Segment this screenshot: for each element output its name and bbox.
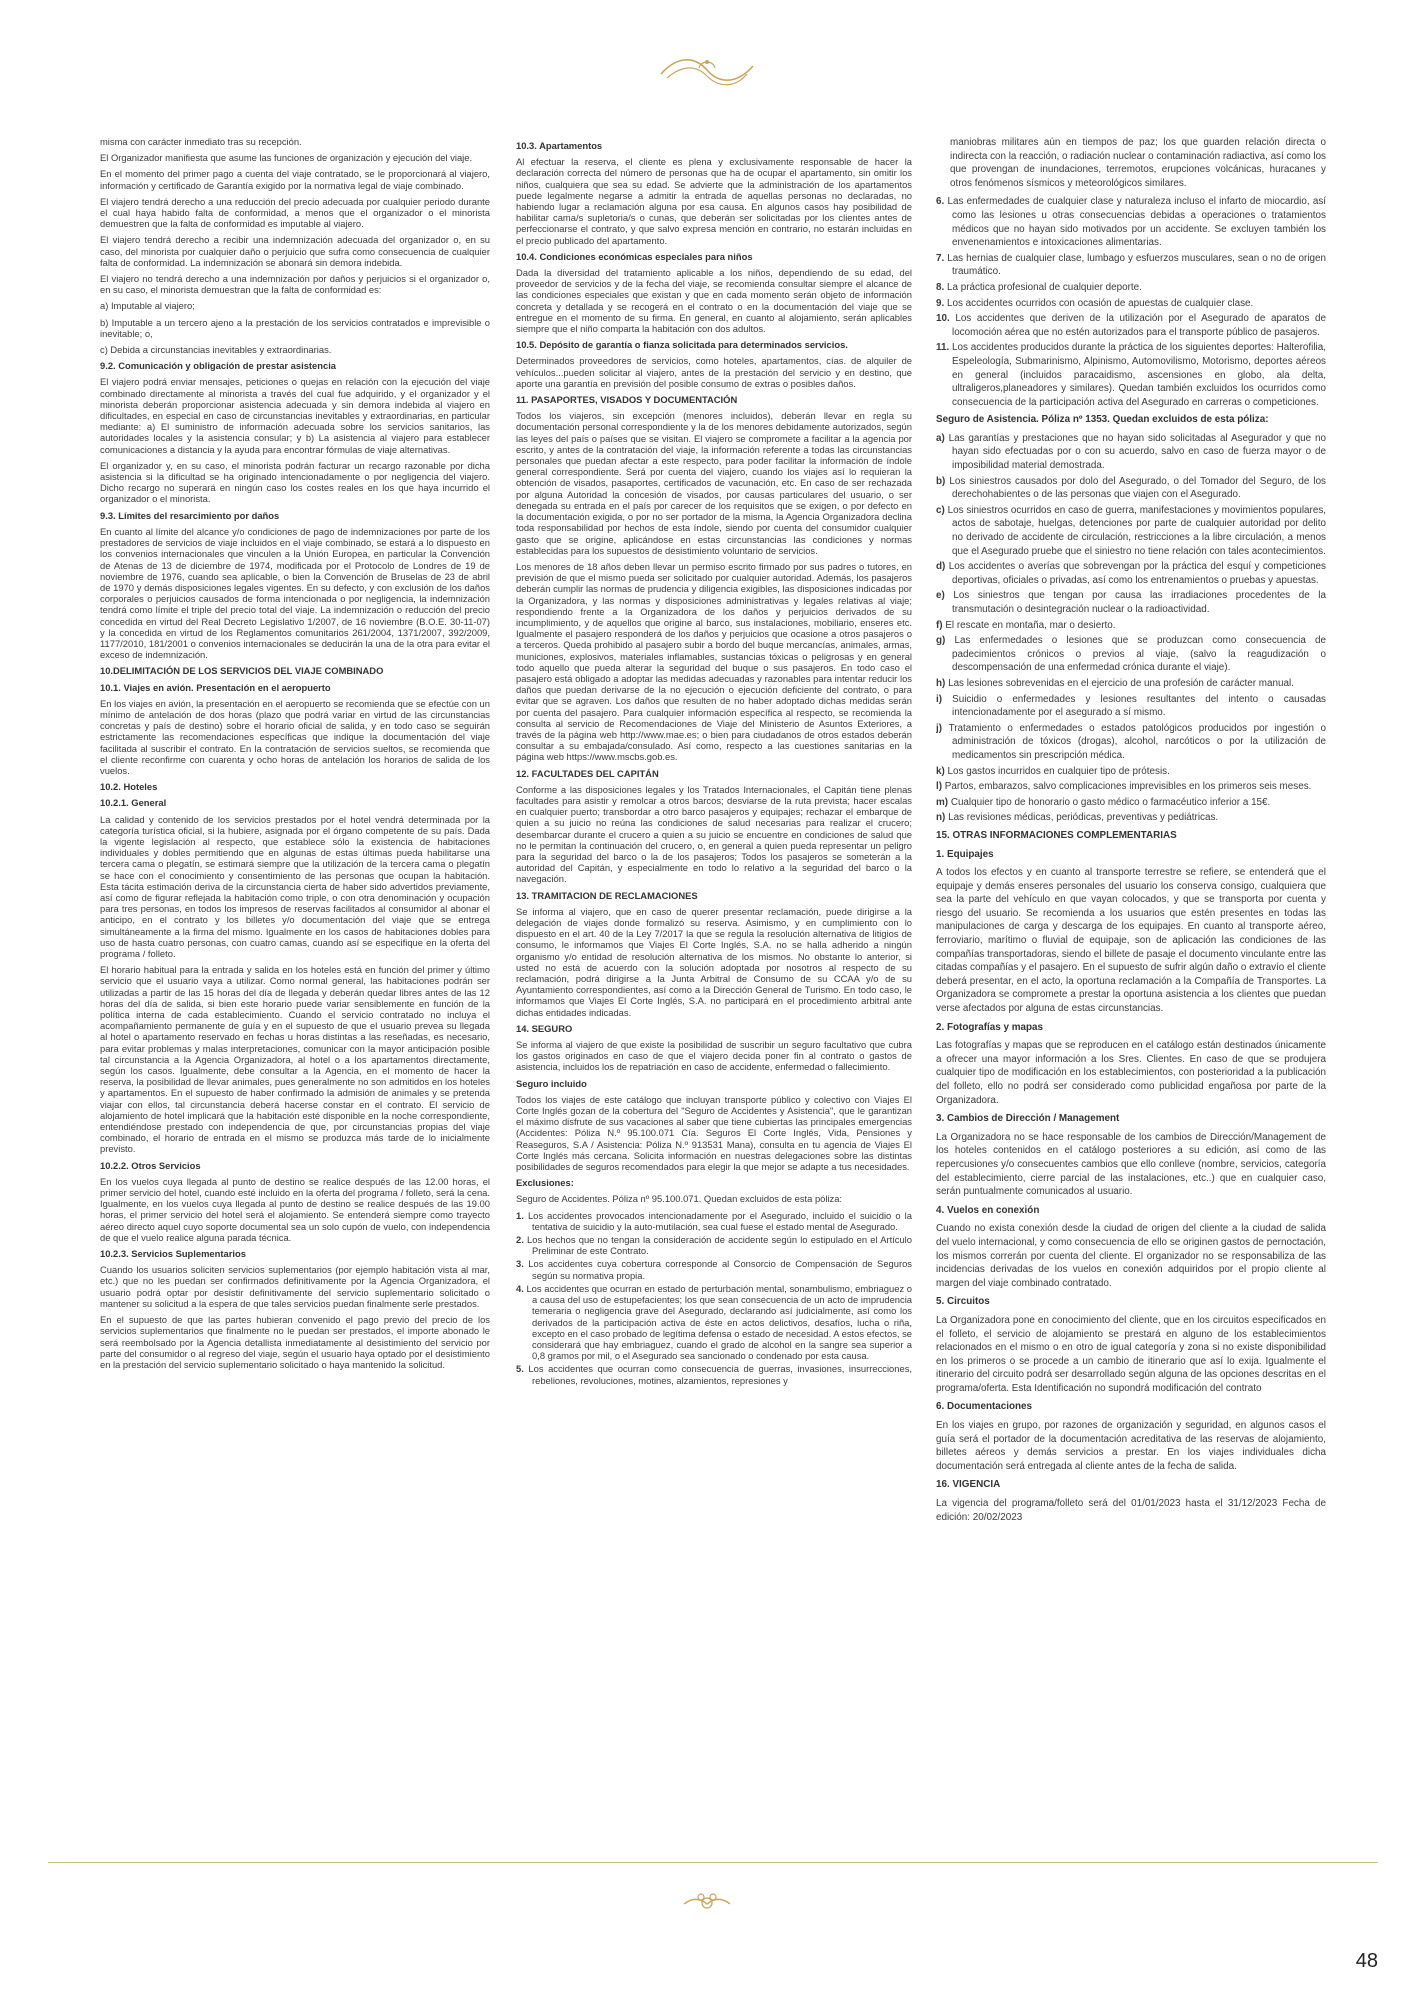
- list-item-text: Los accidentes que ocurran como consecuencia de guerras, invasiones, insurrecciones, rebeliones, revoluciones, motines, alzamientos, represiones y: [528, 1363, 912, 1386]
- section-heading: 15. OTRAS INFORMACIONES COMPLEMENTARIAS: [936, 829, 1177, 841]
- paragraph: Dada la diversidad del tratamiento aplicable a los niños, dependiendo de su edad, del proveedor de servicios y de la fecha del viaje, se recomienda consultar siempre el alcance de las condiciones especiales que existan y que en cada momento serán objeto de información concreta y detallada y se recogerá en el contrato o en la documentación del viaje que se entregue en el momento de su firma. En general, en cuanto al alojamiento, serán aplicables siempre que el niño comparta la habitación con dos adultos.: [516, 267, 912, 335]
- list-item-text: El rescate en montaña, mar o desierto.: [945, 619, 1116, 631]
- list-item: [516, 1283, 912, 1361]
- ornament-flourish-icon: [657, 48, 757, 92]
- list-item-number: b): [936, 475, 950, 487]
- paragraph: Se informa al viajero de que existe la posibilidad de suscribir un seguro facultativo que cubra los gastos originados en caso de que el viajero decida poner fin al contrato o gastos de asistencia, incluidos los de repatriación en caso de accidente, enfermedad o fallecimiento.: [516, 1039, 912, 1073]
- section-heading: 3. Cambios de Dirección / Management: [936, 1113, 1120, 1125]
- paragraph: El Organizador manifiesta que asume las funciones de organización y ejecución del viaje.: [100, 152, 473, 164]
- paragraph: a) Imputable al viajero;: [100, 300, 195, 312]
- footer-rule: [48, 1862, 1378, 1863]
- list-item-text: Los siniestros ocurridos en caso de guerra, manifestaciones y movimientos populares, actos de sabotaje, huelgas, detenciones por parte de cualquier autoridad por delito no derivado de accidente de circulación, restricciones a la libre circulación, a menos que el Asegurado pruebe que el siniestro no tiene relación con tales acontecimientos.: [947, 504, 1326, 557]
- list-item-text: Las enfermedades o lesiones que se produzcan como consecuencia de padecimientos crónicos o previos al viaje, (salvo la reagudización o descompensación de una enfermedad crónica durante el viaje).: [952, 635, 1326, 674]
- list-item: [516, 1210, 912, 1232]
- paragraph: c) Debida a circunstancias inevitables y extraordinarias.: [100, 344, 332, 356]
- paragraph: Los menores de 18 años deben llevar un permiso escrito firmado por sus padres o tutores, en previsión de que el mismo pueda ser solicitado por cualquier autoridad. Además, los pasajeros deberán cumplir las normas de prudencia y diligencia exigibles, las disposiciones indicadas por la Organizadora, y las normas y disposiciones administrativas y legales relativas al viaje; respondiendo frente a la Organizadora de los daños y perjuicios derivados de su incumplimiento, y de aquellos que origine al barco, sus instalaciones, mobiliario, enseres etc. Igualmente el pasajero responderá de los daños y perjuicios que ocasione a otros pasajeros o a terceros. Queda prohibido al pasajero subir a bordo del buque mercancías, animales, armas, municiones, explosivos, materiales inflamables, sustancias tóxicas o peligrosas y en general todo aquello que pueda alterar la seguridad del buque o sus pasajeros. En todo caso el pasajero está obligado a adoptar las medidas adecuadas y razonables para intentar reducir los daños que puedan derivarse de la no ejecución o ejecución deficiente del contrato, o para evitar que se agraven. Los daños que resulten de no haber adoptado dichas medidas serán por cuenta del pasajero. Para cualquier información específica al respecto, se recomienda la consulta al servicio de Recomendaciones de Viaje del Ministerio de Asuntos Exteriores, a través de la página web http://www.mae.es; o bien para ciudadanos de otros estados deberán consultar a su embajada/consulado. Así como, respecto a las cuestiones sanitarias en la página web https://www.mscbs.gob.es.: [516, 560, 912, 763]
- section-heading: 14. SEGURO: [516, 1022, 573, 1034]
- list-item-number: m): [936, 796, 951, 808]
- section-heading: 4. Vuelos en conexión: [936, 1204, 1040, 1216]
- terms-columns: [0, 136, 1414, 1856]
- paragraph: Se informa al viajero, que en caso de querer presentar reclamación, puede dirigirse a la delegación de viajes donde formalizó su reserva. Asimismo, y en cumplimiento con lo dispuesto en el art. 40 de la Ley 7/2017 la que se regula la resolución alternativa de litigios de consumo, le informamos que Viajes El Corte Inglés, S.A. no se halla adherido a ningún organismo y/o entidad de resolución alternativa de los mismos. No obstante lo anterior, si usted no está de acuerdo con la solución adoptada por nosotros al respecto de su reclamación, podrá dirigirse a la Junta Arbitral de Consumo de su CCAA y/o de su Ayuntamiento correspondientes, así como a la Dirección General de Turismo. En todo caso, le informamos que Viajes El Corte Inglés, S.A. no participará en el procedimiento arbitral ante dichas entidades indicadas.: [516, 905, 912, 1018]
- list-item: [936, 677, 1326, 691]
- paragraph: misma con carácter inmediato tras su recepción.: [100, 136, 302, 147]
- paragraph: La vigencia del programa/folleto será del 01/01/2023 hasta el 31/12/2023 Fecha de edición: 20/02/2023: [936, 1498, 1326, 1523]
- paragraph: En el supuesto de que las partes hubieran convenido el pago previo del precio de los servicios suplementarios que finalmente no le puedan ser prestados, el importe abonado le será reembolsado por la Agencia detallista inmediatamente al desistimiento del servicio por parte del consumidor o al regreso del viaje, según el usuario haya optado por el desistimiento en la prestación del servicio suplementario solicitado o haya mantenido la solicitud.: [100, 1314, 490, 1370]
- column-middle: [516, 136, 912, 1856]
- section-heading: 10.DELIMITACIÓN DE LOS SERVICIOS DEL VIAJE COMBINADO: [100, 665, 384, 677]
- list-item-text: Suicidio o enfermedades y lesiones resultantes del intento o causadas intencionadamente por el asegurado a sí mismo.: [952, 693, 1326, 719]
- section-heading: 6. Documentaciones: [936, 1401, 1033, 1413]
- list-item-text: Los accidentes provocados intencionadamente por el Asegurado, incluido el suicidio o la tentativa de suicidio y la auto-mutilación, sea cual fuese el estado mental de Asegurado.: [527, 1209, 912, 1232]
- paragraph: En los viajes en grupo, por razones de organización y seguridad, en algunos casos el guía será el portador de la documentación acreditativa de las reservas de alojamiento, billetes aéreos y demás servicios a prestar. En los viajes individuales dicha documentación será entregada al cliente antes de la fecha de salida.: [936, 1420, 1326, 1472]
- section-heading: 10.4. Condiciones económicas especiales para niños: [516, 250, 753, 262]
- paragraph: Las fotografías y mapas que se reproducen en el catálogo están destinados únicamente a ofrecer una mayor información a los Sres. Clientes. En caso de que se produjera cualquier tipo de modificación en los establecimientos, con posterioridad a la publicación del folleto, ello no podrá ser considerado como publicidad engañosa por parte de la Organizadora.: [936, 1040, 1326, 1106]
- section-heading: 10.2.3. Servicios Suplementarios: [100, 1248, 246, 1260]
- paragraph: En cuanto al límite del alcance y/o condiciones de pago de indemnizaciones por parte de los prestadores de servicios de viaje incluidos en el viaje combinado, se estará a lo dispuesto en los convenios internacionales que vinculen a la Unión Europea, en particular la Convención de Atenas de 13 de diciembre de 1974, modificada por el Protocolo de Londres de 19 de noviembre de 1976, cuando sea aplicable, o bien la Convención de Bruselas de 23 de abril de 1970 y demás disposiciones legales vigentes. En su defecto, y con exclusión de los daños corporales o perjuicios causados de forma intencionada o por negligencia, la indemnización tendrá como límite el triple del precio total del viaje. La indemnización o reducción del precio concedida en virtud del Real Decreto Legislativo 1/2007, de 16 noviembre (B.O.E. 30-11-07) y la concedida en virtud de los Reglamentos comunitarios 261/2004, 1371/2007, 392/2009, 1177/2010, 181/2001 o convenios internacionales se deducirán la una de la otra para evitar el exceso de indemnización.: [100, 525, 490, 661]
- paragraph: El viajero podrá enviar mensajes, peticiones o quejas en relación con la ejecución del viaje combinado directamente al minorista a través del cual fue adquirido, y el organizador y el minorista deberán proporcionar asistencia adecuada y sin demora indebida al viajero en dificultades, en especial en caso de circunstancias inevitables y extraordinarias, en particular mediante: a) El suministro de información adecuada sobre los servicios sanitarios, las autoridades locales y la asistencia consular; y b) La asistencia al viajero para establecer comunicaciones a distancia y la ayuda para encontrar fórmulas de viaje alternativas.: [100, 376, 490, 455]
- paragraph: Todos los viajes de este catálogo que incluyan transporte público y colectivo con Viajes El Corte Inglés gozan de la cobertura del "Seguro de Accidentes y Asistencia", que le garantizan el máximo disfrute de sus vacaciones al saber que tiene cubiertas las principales emergencias (Accidentes: Póliza N.º 95.100.071 Cía. Seguros El Corte Inglés, Vida, Pensiones y Reaseguros, S.A / Asistencia: Póliza N.º 913531 Mana), consulta en tu agencia de Viajes El Corte Inglés más cercana. Solicita información en nuestras delegaciones sobre las distintas posibilidades de seguros recomendados para elegir la que mejor se adapte a tus necesidades.: [516, 1093, 912, 1173]
- list-item-text: Los gastos incurridos en cualquier tipo de prótesis.: [947, 765, 1170, 777]
- section-heading: 13. TRAMITACION DE RECLAMACIONES: [516, 889, 698, 901]
- list-item: [936, 341, 1326, 409]
- section-heading: 10.1. Viajes en avión. Presentación en el aeropuerto: [100, 681, 331, 693]
- list-item-text: Las hernias de cualquier clase, lumbago y esfuerzos musculares, sean o no de origen traumático.: [947, 252, 1326, 278]
- list-item-text: Los hechos que no tengan la consideración de accidente según lo estipulado en el Artículo Preliminar de este Contrato.: [527, 1234, 912, 1257]
- column-left: [100, 136, 490, 1856]
- list-item: [936, 765, 1326, 779]
- paragraph: Seguro de Accidentes. Póliza nº 95.100.071. Quedan excluidos de esta póliza:: [516, 1193, 843, 1205]
- list-item: [936, 252, 1326, 279]
- list-item: [936, 560, 1326, 587]
- section-heading: 10.2.1. General: [100, 797, 167, 809]
- list-item-text: Los siniestros que tengan por causa las irradiaciones procedentes de la transmutación o desintegración nuclear o la radioactividad.: [952, 590, 1326, 615]
- list-item: [936, 693, 1326, 720]
- paragraph: En los viajes en avión, la presentación en el aeropuerto se recomienda que se efectúe con un mínimo de antelación de dos horas (plazo que podrá variar en virtud de las circunstancias concretas y país de destino) sobre el horario oficial de salida, y en todo caso se seguirán estrictamente las recomendaciones específicas que indique la documentación del viaje facilitada al suscribir el contrato. En la contratación de servicios sueltos, se recomienda que el cliente reconfirme con cuarenta y ocho horas de antelación los horarios de salida de los vuelos.: [100, 697, 490, 776]
- paragraph: Todos los viajeros, sin excepción (menores incluidos), deberán llevar en regla su documentación personal correspondiente y la de los menores debidamente autorizados, según las leyes del país o países que se visitan. El viajero se compromete a facilitar a la agencia por escrito, y antes de la contratación del viaje, la información referente a todas las circunstancias personales que puedan afectar a este respecto, para poder facilitar la información de índole general correspondiente. Será por cuenta del viajero, cuando los viajes así lo requieran la obtención de visados, pasaportes, certificados de vacunación, etc. En caso de ser rechazada por alguna Autoridad la concesión de visados, por causas particulares del usuario, o ser denegada su entrada en el país por carecer de los requisitos que se exigen, o por defecto en la documentación exigida, o por no ser portador de la misma, la Agencia Organizadora declina toda responsabilidad por hechos de esta índole, siendo por cuenta del consumidor cualquier gasto que se origine, aplicándose en estas circunstancias las condiciones y normas establecidas para los supuestos de desistimiento voluntario de servicios.: [516, 410, 912, 556]
- list-item-text: Los accidentes o averías que sobrevengan por la práctica del esquí y competiciones deportivas, oficiales o privadas, así como los entrenamientos o pruebas y apuestas.: [948, 561, 1326, 586]
- list-item-number: e): [936, 590, 954, 602]
- paragraph: b) Imputable a un tercero ajeno a la prestación de los servicios contratados e imprevisible o inevitable; o,: [100, 316, 490, 339]
- section-heading: 16. VIGENCIA: [936, 1479, 1001, 1491]
- paragraph: El organizador y, en su caso, el minorista podrán facturar un recargo razonable por dicha asistencia si la dificultad se ha originado intencionadamente o por negligencia del viajero. Dicho recargo no superará en ningún caso los costes reales en los que haya incurrido el organizador o el minorista.: [100, 459, 490, 505]
- list-item-number: h): [936, 677, 949, 689]
- section-heading: 9.3. Límites del resarcimiento por daños: [100, 509, 280, 521]
- paragraph: Determinados proveedores de servicios, como hoteles, apartamentos, cías. de alquiler de vehículos...pueden solicitar al viajero, antes de la prestación del servicio y en destino, que aporte una garantía en previsión del posible consumo de extras o posibles daños.: [516, 355, 912, 389]
- paragraph: Cuando los usuarios soliciten servicios suplementarios (por ejemplo habitación vista al mar, etc.) que no les puedan ser confirmados definitivamente por la Agencia Organizadora, el usuario podrá optar por desistir definitivamente del servicio suplementario solicitado o mantener su solicitud a la espera de que tales servicios puedan finalmente serle prestados.: [100, 1264, 490, 1309]
- list-item: [936, 796, 1326, 810]
- list-item-number: 3.: [516, 1258, 529, 1270]
- list-item-text: Los accidentes producidos durante la práctica de los siguientes deportes: Halterofilia, Espeleología, Submarinismo, Alpinismo, Automovilismo, Motorismo, deportes aéreos en general (incluidos paracaidismo, ascensiones en globo, ala delta, ultraligeros,planeadores y similares). Quedan también excluidos los ocurridos como consecuencia de la participación activa del Asegurado en carreras o competiciones.: [952, 342, 1326, 408]
- list-item-number: 2.: [516, 1234, 528, 1246]
- list-item: [936, 634, 1326, 675]
- list-item: [936, 312, 1326, 339]
- list-item-number: n): [936, 812, 949, 824]
- list-item: [936, 281, 1326, 295]
- list-item-text: Los accidentes cuya cobertura corresponde al Consorcio de Compensación de Seguros según su normativa propia.: [528, 1258, 912, 1281]
- section-heading: 5. Circuitos: [936, 1296, 990, 1308]
- list-item-number: l): [936, 781, 945, 793]
- list-item: [516, 1234, 912, 1256]
- paragraph: La calidad y contenido de los servicios prestados por el hotel vendrá determinada por la categoría turística oficial, si la hubiere, asignada por el órgano competente de su país. Dada la vigente legislación al respecto, que establece sólo la existencia de habitaciones individuales y dobles permitiendo que en algunas de estas últimas pueda habilitarse una tercera cama o plegatín, se estimará siempre que la utilización de la tercera cama o plegatín se hace con el conocimiento y consentimiento de las personas que ocupan la habitación. Esta tácita estimación deriva de la circunstancia cierta de haber sido advertidos previamente, así como de figurar reflejada la habitación como triple, o con otra denominación y ocupación para tres personas, en todos los impresos de reservas facilitados al consumidor al abonar el anticipo, en el contrato y los billetes y/o documentación del viaje que se entrega simultáneamente a la firma del mismo. Igualmente en los casos de habitaciones dobles para uso de hasta cuatro personas, con cuatro camas, cuando así se especifique en la oferta del programa / folleto.: [100, 813, 490, 959]
- paragraph: A todos los efectos y en cuanto al transporte terrestre se refiere, se entenderá que el equipaje y demás enseres personales del usuario los conserva consigo, cualquiera que sea la parte del vehículo en que vayan colocados, y que se transporta por cuenta y riesgo del usuario. Se recomienda a los usuarios que estén presentes en todas las manipulaciones de carga y descarga de los equipajes. En cuanto al transporte aéreo, ferroviario, marítimo o fluvial de equipaje, son de aplicación las condiciones de las compañías transportadoras, siendo el billete de pasaje el documento vinculante entre las citadas compañías y el pasajero. En el supuesto de sufrir algún daño o extravío el cliente deberá presentar, en el acto, la oportuna reclamación a la Compañía de Transportes. La Organizadora se compromete a prestar la oportuna asistencia a los clientes que puedan verse afectados por alguna de estas circunstancias.: [936, 867, 1326, 1015]
- paragraph: Al efectuar la reserva, el cliente es plena y exclusivamente responsable de hacer la declaración correcta del número de personas que ha de ocupar el apartamento, sin omitir los niños, cualquiera que sea su edad. Se advierte que la administración de los apartamentos puede legalmente negarse a admitir la entrada de aquellas personas no declaradas, no habiendo lugar a reclamación alguna por esa causa. En algunos casos hay posibilidad de habilitar cama/s supletoria/s o cunas, que deberán ser solicitadas por los clientes antes de perfeccionarse el contrato, y que salvo expresa mención en contrario, no estarán incluidas en el precio publicado del apartamento.: [516, 156, 912, 246]
- section-heading: 1. Equipajes: [936, 848, 994, 860]
- list-item-number: 9.: [936, 297, 947, 309]
- paragraph: Conforme a las disposiciones legales y los Tratados Internacionales, el Capitán tiene plenas facultades para asistir y remolcar a otros barcos; desviarse de la ruta prevista; hacer escalas en cualquier puerto; transbordar a otro barco pasajeros y equipajes; rechazar el embarque de quien a su juicio no reúna las condiciones de salud necesarias para realizar el crucero; desembarcar durante el crucero a quien a su juicio se encuentre en condiciones de salud que no le permitan la continuación del crucero, o, en general a quien pueda representar un peligro para la seguridad del barco o la de los pasajeros; Todos los pasajeros se someterán a la autoridad del Capitán, y especialmente en todo lo relativo a la seguridad del barco o la navegación.: [516, 783, 912, 885]
- paragraph: El viajero tendrá derecho a una reducción del precio adecuada por cualquier periodo durante el cual haya habido falta de conformidad, a menos que el organizador o el minorista demuestren que la falta de conformidad es imputable al viajero.: [100, 195, 490, 230]
- list-item-text: Los siniestros causados por dolo del Asegurado, o del Tomador del Seguro, de los derechohabientes o de las personas que viajen con el Asegurado.: [949, 475, 1326, 501]
- list-item: [936, 504, 1326, 558]
- list-item: [516, 1258, 912, 1280]
- list-item-text: Los accidentes que deriven de la utilización por el Asegurado de aparatos de locomoción aérea que no estén autorizados para el transporte público de pasajeros.: [952, 313, 1326, 338]
- section-heading: 2. Fotografías y mapas: [936, 1021, 1044, 1033]
- list-item-number: 7.: [936, 252, 948, 264]
- list-item: [516, 1363, 912, 1385]
- paragraph: Cuando no exista conexión desde la ciudad de origen del cliente a la ciudad de salida del vuelo internacional, y como consecuencia de ello se originen gastos de pernoctación, los mismos correrán por cuenta del cliente. El organizador no se responsabiliza de las incidencias derivadas de los vuelos en conexión adquiridos por el propio cliente al margen del viaje combinado contratado.: [936, 1223, 1326, 1289]
- section-heading: 10.3. Apartamentos: [516, 140, 603, 151]
- list-item-text: Tratamiento o enfermedades o estados patológicos producidos por ingestión o administración de tóxicos (drogas), alcohol, narcóticos o por la utilización de medicamentos sin prescripción médica.: [948, 722, 1326, 761]
- list-item-number: a): [936, 432, 949, 444]
- list-item-number: 8.: [936, 281, 947, 293]
- section-heading: Exclusiones:: [516, 1177, 574, 1189]
- section-heading: 9.2. Comunicación y obligación de prestar asistencia: [100, 360, 337, 372]
- list-item-number: 5.: [516, 1363, 529, 1375]
- list-item-number: d): [936, 561, 949, 573]
- list-item-text: Las garantías y prestaciones que no hayan sido solicitadas al Asegurador y que no hayan sido efectuadas por o con su acuerdo, salvo en caso de fuerza mayor o de imposibilidad material demostrada.: [948, 432, 1326, 472]
- list-item-text: Los accidentes ocurridos con ocasión de apuestas de cualquier clase.: [946, 297, 1254, 309]
- list-item-number: 4.: [516, 1282, 527, 1294]
- list-item: [936, 475, 1326, 502]
- list-item-number: g): [936, 635, 955, 647]
- paragraph: En el momento del primer pago a cuenta del viaje contratado, se le proporcionará al viajero, información y certificado de Garantía exigido por la normativa legal de viaje combinado.: [100, 168, 490, 191]
- list-item: [936, 432, 1326, 473]
- list-item-text: Las lesiones sobrevenidas en el ejercicio de una profesión de carácter manual.: [948, 677, 1294, 689]
- list-item: [936, 589, 1326, 616]
- mouse-emblem-icon: [682, 1886, 732, 1916]
- section-heading: 12. FACULTADES DEL CAPITÁN: [516, 767, 659, 779]
- list-item-text: Los accidentes que ocurran en estado de perturbación mental, sonambulismo, embriaguez o a causa del uso de estupefacientes; los que sean consecuencia de un acto de imprudencia temeraria o negligencia grave del Asegurado, declarando así judicialmente, así como los derivados de la participación activa de éste en actos delictivos, desafíos, lucha o riña, excepto en el caso probado de legítima defensa o estado de necesidad. A estos efectos, se considerará que hay embriaguez, cuando el grado de alcohol en la sangre sea superior a 0,8 gramos por mil, o el Asegurado sea sancionado o condenado por esta causa.: [526, 1282, 912, 1362]
- section-heading: 10.2. Hoteles: [100, 781, 158, 793]
- section-heading: 11. PASAPORTES, VISADOS Y DOCUMENTACIÓN: [516, 394, 738, 406]
- list-item-text: Partos, embarazos, salvo complicaciones imprevisibles en los primeros seis meses.: [944, 781, 1312, 793]
- list-item-number: 1.: [516, 1209, 528, 1221]
- list-item-text: La práctica profesional de cualquier deporte.: [946, 281, 1142, 293]
- column-right: [936, 136, 1326, 1856]
- list-item-text: Las enfermedades de cualquier clase y naturaleza incluso el infarto de miocardio, así como las lesiones u otras consecuencias debidas a operaciones o tratamientos médicos que no hayan sido motivados por un accidente. Se excluyen también los envenenamientos e intoxicaciones alimentarias.: [947, 196, 1326, 249]
- list-item-number: j): [936, 722, 949, 734]
- section-heading: Seguro incluido: [516, 1077, 587, 1089]
- section-heading: Seguro de Asistencia. Póliza nº 1353. Quedan excluidos de esta póliza:: [936, 414, 1269, 426]
- list-item: [936, 780, 1326, 794]
- paragraph: En los vuelos cuya llegada al punto de destino se realice después de las 12.00 horas, el primer servicio del hotel, cuando esté incluido en la oferta del programa / folleto, será la cena. Igualmente, en los vuelos cuya llegada al punto de destino se realice después de las 19.00 horas, el primer servicio del hotel será el alojamiento. Se entenderá siempre como trayecto aéreo directo aquel cuyo soporte documental sea un solo cupón de vuelo, con independencia de que el vuelo realice alguna parada técnica.: [100, 1175, 490, 1243]
- section-heading: 10.5. Depósito de garantía o fianza solicitada para determinados servicios.: [516, 339, 848, 351]
- paragraph: La Organizadora pone en conocimiento del cliente, que en los circuitos especificados en el folleto, el servicio de alojamiento se prestará en alguno de los establecimientos relacionados en el mismo o en otro de igual categoría y zona si no existe disponibilidad en los primeros o se procede a un cambio de itinerario que así lo exija. Igualmente el itinerario del circuito podrá ser desarrollado según alguna de las opciones descritas en el programa/oferta. Esta Identificación no supondrá modificación del contrato: [936, 1314, 1326, 1394]
- list-item-number: i): [936, 693, 953, 705]
- list-item-number: 6.: [936, 196, 948, 208]
- list-item: [936, 619, 1326, 633]
- list-item: [936, 722, 1326, 763]
- paragraph: maniobras militares aún en tiempos de paz; los que guarden relación directa o indirecta con la reacción, o radiación nuclear o contaminación radiactiva, así como los que provengan de inundaciones, terremotos, erupciones volcánicas, huracanes y otros fenómenos sísmicos y meteorológicos similares.: [950, 137, 1326, 189]
- paragraph: El viajero tendrá derecho a recibir una indemnización adecuada del organizador o, en su caso, del minorista por cualquier daño o perjuicio que sufra como consecuencia de cualquier falta de conformidad. La indemnización se abonará sin demora indebida.: [100, 234, 490, 268]
- list-item-number: c): [936, 504, 948, 516]
- paragraph: La Organizadora no se hace responsable de los cambios de Dirección/Management de los hoteles contenidos en el catálogo posteriores a su edición, así como de las repercusiones y/o consecuentes cambios que ello conlleve (nombre, servicios, categoría del establecimiento, cierre parcial de las instalaciones, etc..) que en cualquier caso, serán puntualmente comunicados al usuario.: [936, 1131, 1326, 1198]
- list-item-number: k): [936, 765, 948, 777]
- paragraph: El horario habitual para la entrada y salida en los hoteles está en función del primer y último servicio que el usuario vaya a utilizar. Como normal general, las habitaciones podrán ser utilizadas a partir de las 15 horas del día de llegada y deberán quedar libres antes de las 12 horas del día de salida, si bien este horario puede variar sensiblemente en función de la política interna de cada establecimiento. Cuando el servicio contratado no incluya el acompañamiento permanente de guía y en el supuesto de que el usuario prevea su llegada al hotel o apartamento reservado en fechas u horas distintas a las reseñadas, es necesario, para evitar problemas y malas interpretaciones, comunicar con la mayor anticipación posible tal circunstancia a la Agencia Organizadora, al hotel o a los apartamentos directamente, según los casos. Igualmente, debe consultar a la Agencia, en el momento de hacer la reserva, la posibilidad de llevar animales, pues generalmente no son admitidos en los hoteles y apartamentos. En el supuesto de haber confirmado la admisión de animales y se pretenda viajar con ellos, tal circunstancia deberá hacerse constar en el contrato. El servicio de alojamiento de hotel implicará que la habitación esté disponible en la noche correspondiente, entendiéndose prestado con independencia de que, por circunstancias propias del viaje combinado, el horario de entrada en el mismo se produzca más tarde de lo inicialmente previsto.: [100, 964, 490, 1155]
- list-item-text: Cualquier tipo de honorario o gasto médico o farmacéutico inferior a 15€.: [950, 796, 1271, 808]
- list-item: [936, 195, 1326, 249]
- list-item: [936, 297, 1326, 311]
- list-item: [936, 811, 1326, 825]
- list-item-text: Las revisiones médicas, periódicas, preventivas y pediátricas.: [948, 812, 1219, 824]
- list-item-number: 10.: [936, 313, 956, 325]
- list-item-number: f): [936, 619, 946, 631]
- paragraph: El viajero no tendrá derecho a una indemnización por daños y perjuicios si el organizador o, en su caso, el minorista demuestran que la falta de conformidad es:: [100, 273, 490, 296]
- page-number: 48: [1355, 1950, 1378, 1972]
- section-heading: 10.2.2. Otros Servicios: [100, 1159, 201, 1171]
- list-item-number: 11.: [936, 342, 952, 354]
